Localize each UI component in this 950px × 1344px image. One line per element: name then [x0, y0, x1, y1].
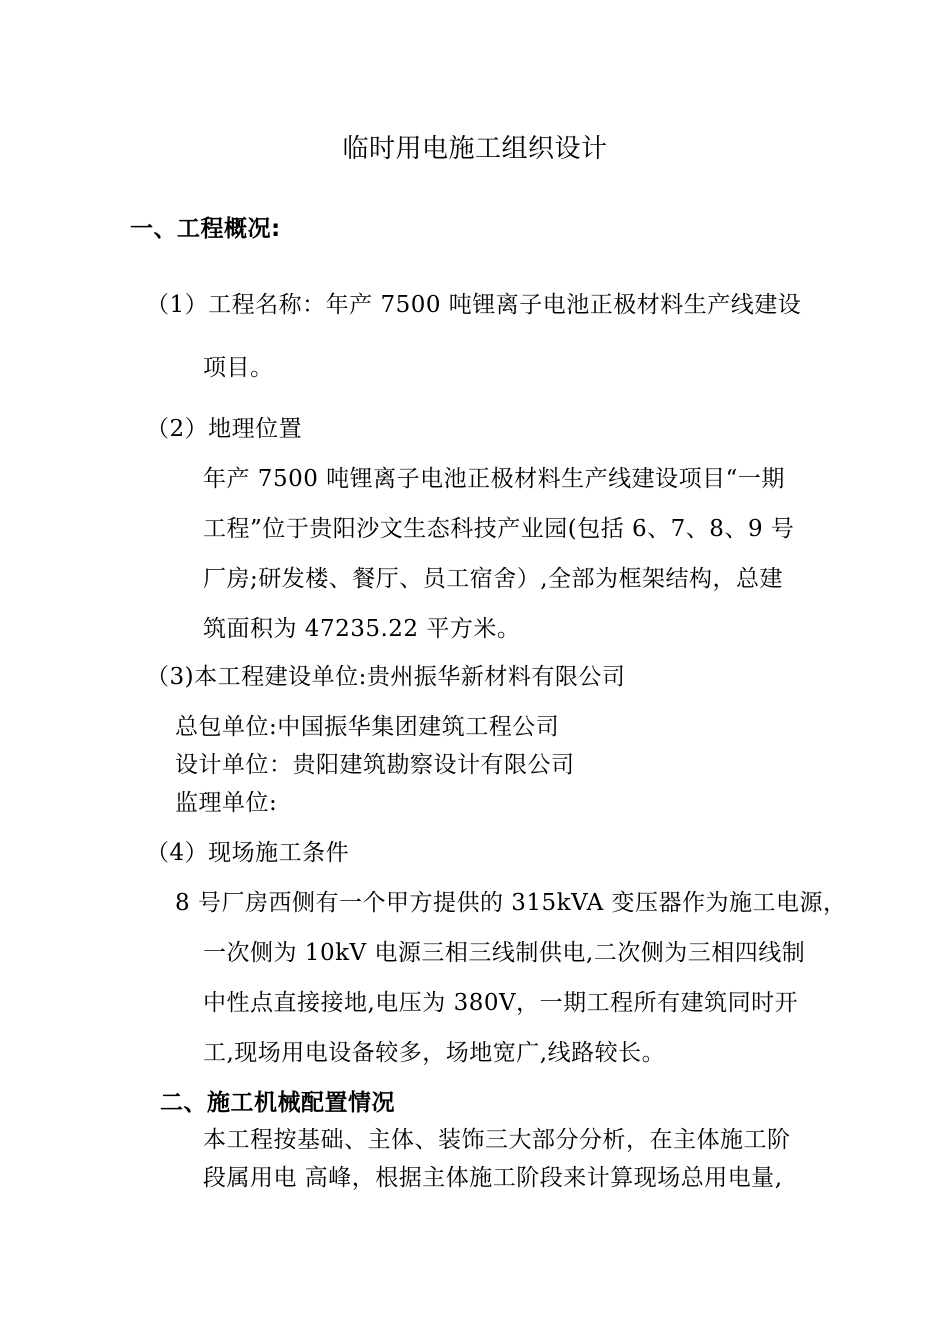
location-para-line-2: 工程”位于贵阳沙文生态科技产业园(包括 6、7、8、9 号 — [203, 516, 795, 542]
design-unit-line: 设计单位：贵阳建筑勘察设计有限公司 — [175, 752, 575, 778]
section-2-para-line-1: 本工程按基础、主体、装饰三大部分分析，在主体施工阶 — [203, 1127, 791, 1153]
supervision-unit-line: 监理单位: — [175, 790, 278, 816]
site-conditions-line-2: 一次侧为 10kV 电源三相三线制供电,二次侧为三相四线制 — [203, 940, 806, 966]
section-2-para-line-2: 段属用电 高峰，根据主体施工阶段来计算现场总用电量, — [203, 1165, 783, 1191]
site-conditions-heading: （4）现场施工条件 — [146, 840, 350, 866]
document-title: 临时用电施工组织设计 — [342, 134, 608, 164]
location-heading: （2）地理位置 — [146, 416, 303, 442]
project-name-line-2: 项目。 — [203, 355, 274, 381]
site-conditions-line-3: 中性点直接接地,电压为 380V，一期工程所有建筑同时开 — [203, 990, 799, 1016]
contractor-unit-line: 总包单位:中国振华集团建筑工程公司 — [175, 714, 560, 740]
section-1-heading: 一、工程概况: — [130, 216, 281, 242]
project-name-line-1: （1）工程名称：年产 7500 吨锂离子电池正极材料生产线建设 — [146, 292, 802, 318]
site-conditions-line-4: 工,现场用电设备较多，场地宽广,线路较长。 — [203, 1040, 666, 1066]
location-para-line-3: 厂房;研发楼、餐厅、员工宿舍）,全部为框架结构，总建 — [203, 566, 784, 592]
site-conditions-line-1: 8 号厂房西侧有一个甲方提供的 315kVA 变压器作为施工电源， — [175, 890, 847, 916]
builder-unit-line: （3)本工程建设单位:贵州振华新材料有限公司 — [146, 664, 626, 690]
location-para-line-4: 筑面积为 47235.22 平方米。 — [203, 616, 521, 642]
section-2-heading: 二、施工机械配置情况 — [160, 1090, 395, 1116]
location-para-line-1: 年产 7500 吨锂离子电池正极材料生产线建设项目“一期 — [203, 466, 785, 492]
